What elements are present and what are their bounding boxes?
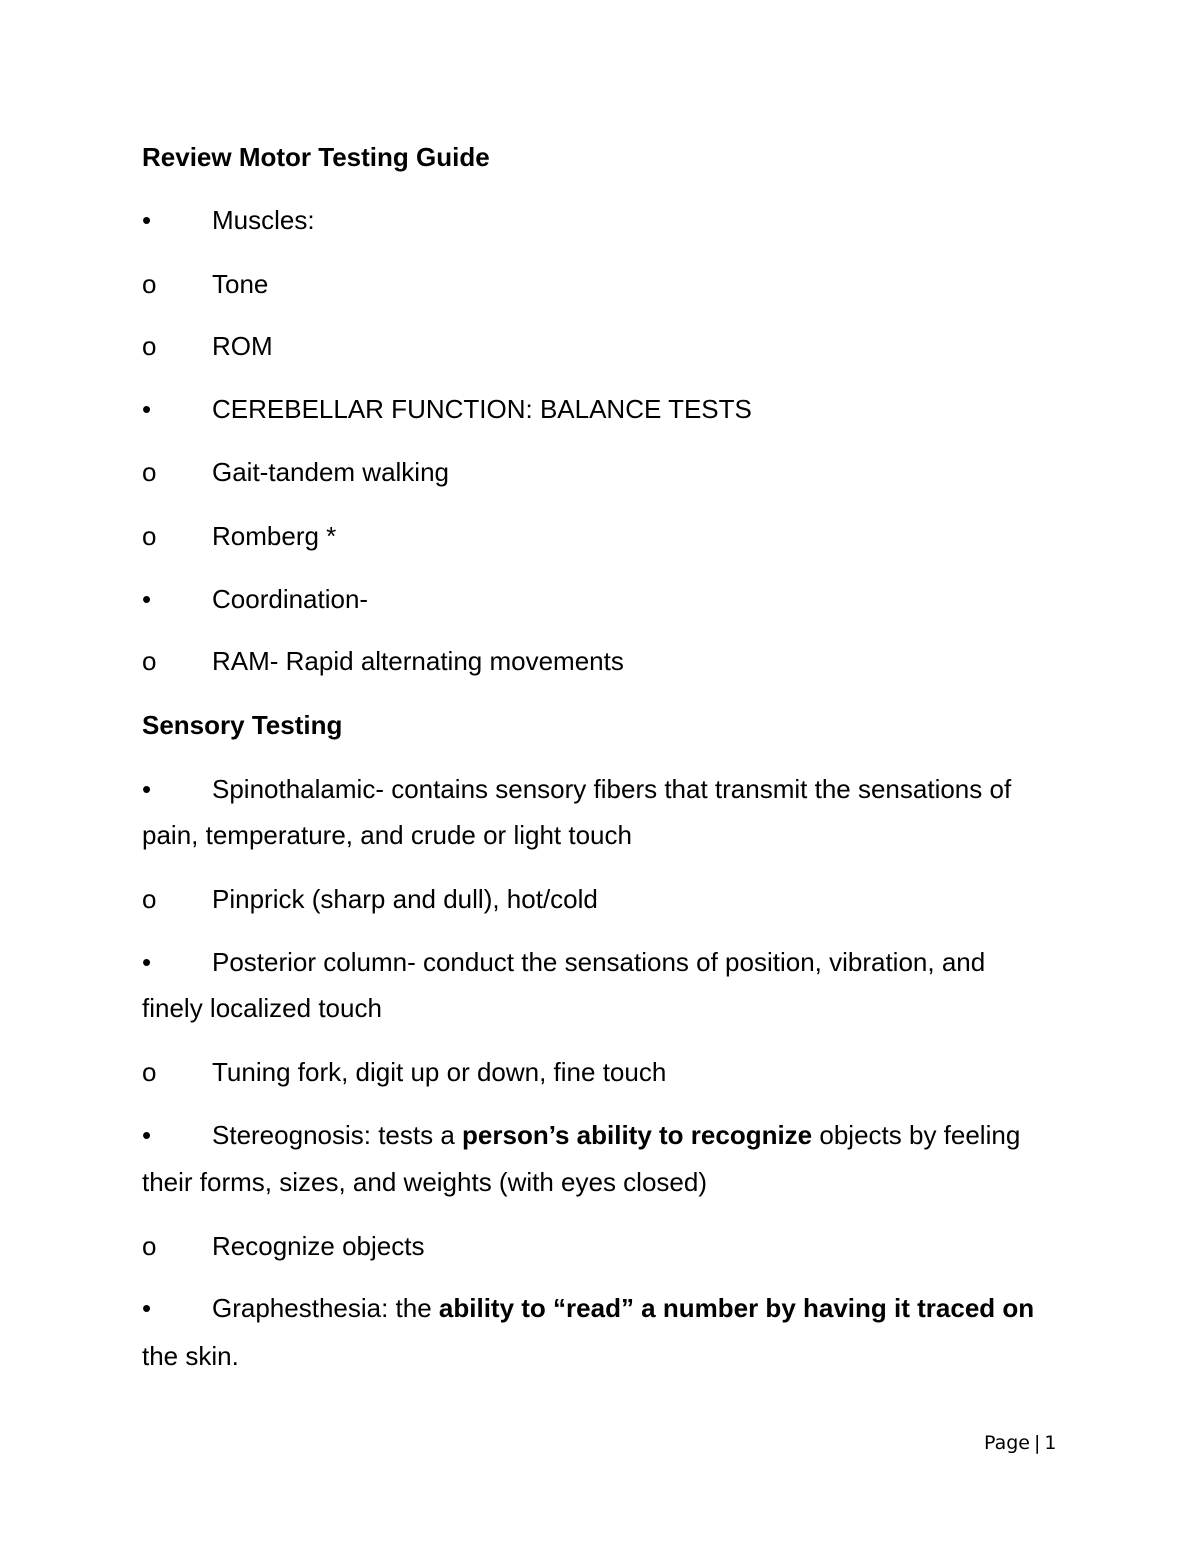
- list-item-continuation: finely localized touch: [142, 993, 382, 1023]
- list-item-text: Spinothalamic- contains sensory fibers that transmit the sensations of: [212, 774, 1012, 804]
- list-item-text: CEREBELLAR FUNCTION: BALANCE TESTS: [212, 394, 752, 424]
- list-item-text: Pinprick (sharp and dull), hot/cold: [212, 884, 598, 914]
- bold-text-run: person’s ability to recognize: [462, 1120, 813, 1150]
- page-number: 1: [1044, 1432, 1057, 1454]
- section-heading-sensory: Sensory Testing: [142, 710, 343, 740]
- section-heading-motor: Review Motor Testing Guide: [142, 142, 490, 172]
- list-item-text: Tuning fork, digit up or down, fine touch: [212, 1057, 667, 1087]
- sub-bullet-marker: o: [142, 1231, 157, 1261]
- sub-bullet-marker: o: [142, 269, 157, 299]
- page-label: Page: [984, 1432, 1030, 1454]
- list-item-continuation: their forms, sizes, and weights (with eyes closed): [142, 1167, 707, 1197]
- bullet-marker: •: [142, 1293, 152, 1323]
- bullet-marker: •: [142, 1120, 152, 1150]
- list-item-text: Muscles:: [212, 205, 315, 235]
- page-footer: [984, 1429, 1057, 1457]
- bullet-marker: •: [142, 584, 152, 614]
- bullet-marker: •: [142, 394, 152, 424]
- list-item-text: Gait-tandem walking: [212, 457, 449, 487]
- list-item-text: ROM: [212, 331, 273, 361]
- sub-bullet-marker: o: [142, 521, 157, 551]
- list-item-text: [212, 1285, 1034, 1331]
- list-item-text: Posterior column- conduct the sensations of position, vibration, and: [212, 947, 986, 977]
- list-item-continuation: pain, temperature, and crude or light touch: [142, 820, 632, 850]
- list-item-continuation: the skin.: [142, 1341, 239, 1371]
- sub-bullet-marker: o: [142, 457, 157, 487]
- sub-bullet-marker: o: [142, 884, 157, 914]
- sub-bullet-marker: o: [142, 1057, 157, 1087]
- list-item-text: Tone: [212, 269, 269, 299]
- bold-text-run: ability to “read” a number by having it traced on: [438, 1293, 1035, 1323]
- bullet-marker: •: [142, 205, 152, 235]
- bullet-marker: •: [142, 947, 152, 977]
- text-run: Stereognosis: tests a: [212, 1120, 463, 1150]
- list-item-text: Coordination-: [212, 584, 369, 614]
- sub-bullet-marker: o: [142, 331, 157, 361]
- bullet-marker: •: [142, 774, 152, 804]
- text-run: Graphesthesia: the: [212, 1293, 439, 1323]
- text-run: objects by feeling: [812, 1120, 1021, 1150]
- page-separator: |: [1034, 1432, 1041, 1454]
- list-item-text: Romberg *: [212, 521, 337, 551]
- list-item-text: RAM- Rapid alternating movements: [212, 646, 624, 676]
- sub-bullet-marker: o: [142, 646, 157, 676]
- list-item-text: Recognize objects: [212, 1231, 425, 1261]
- list-item-text: [212, 1112, 1020, 1158]
